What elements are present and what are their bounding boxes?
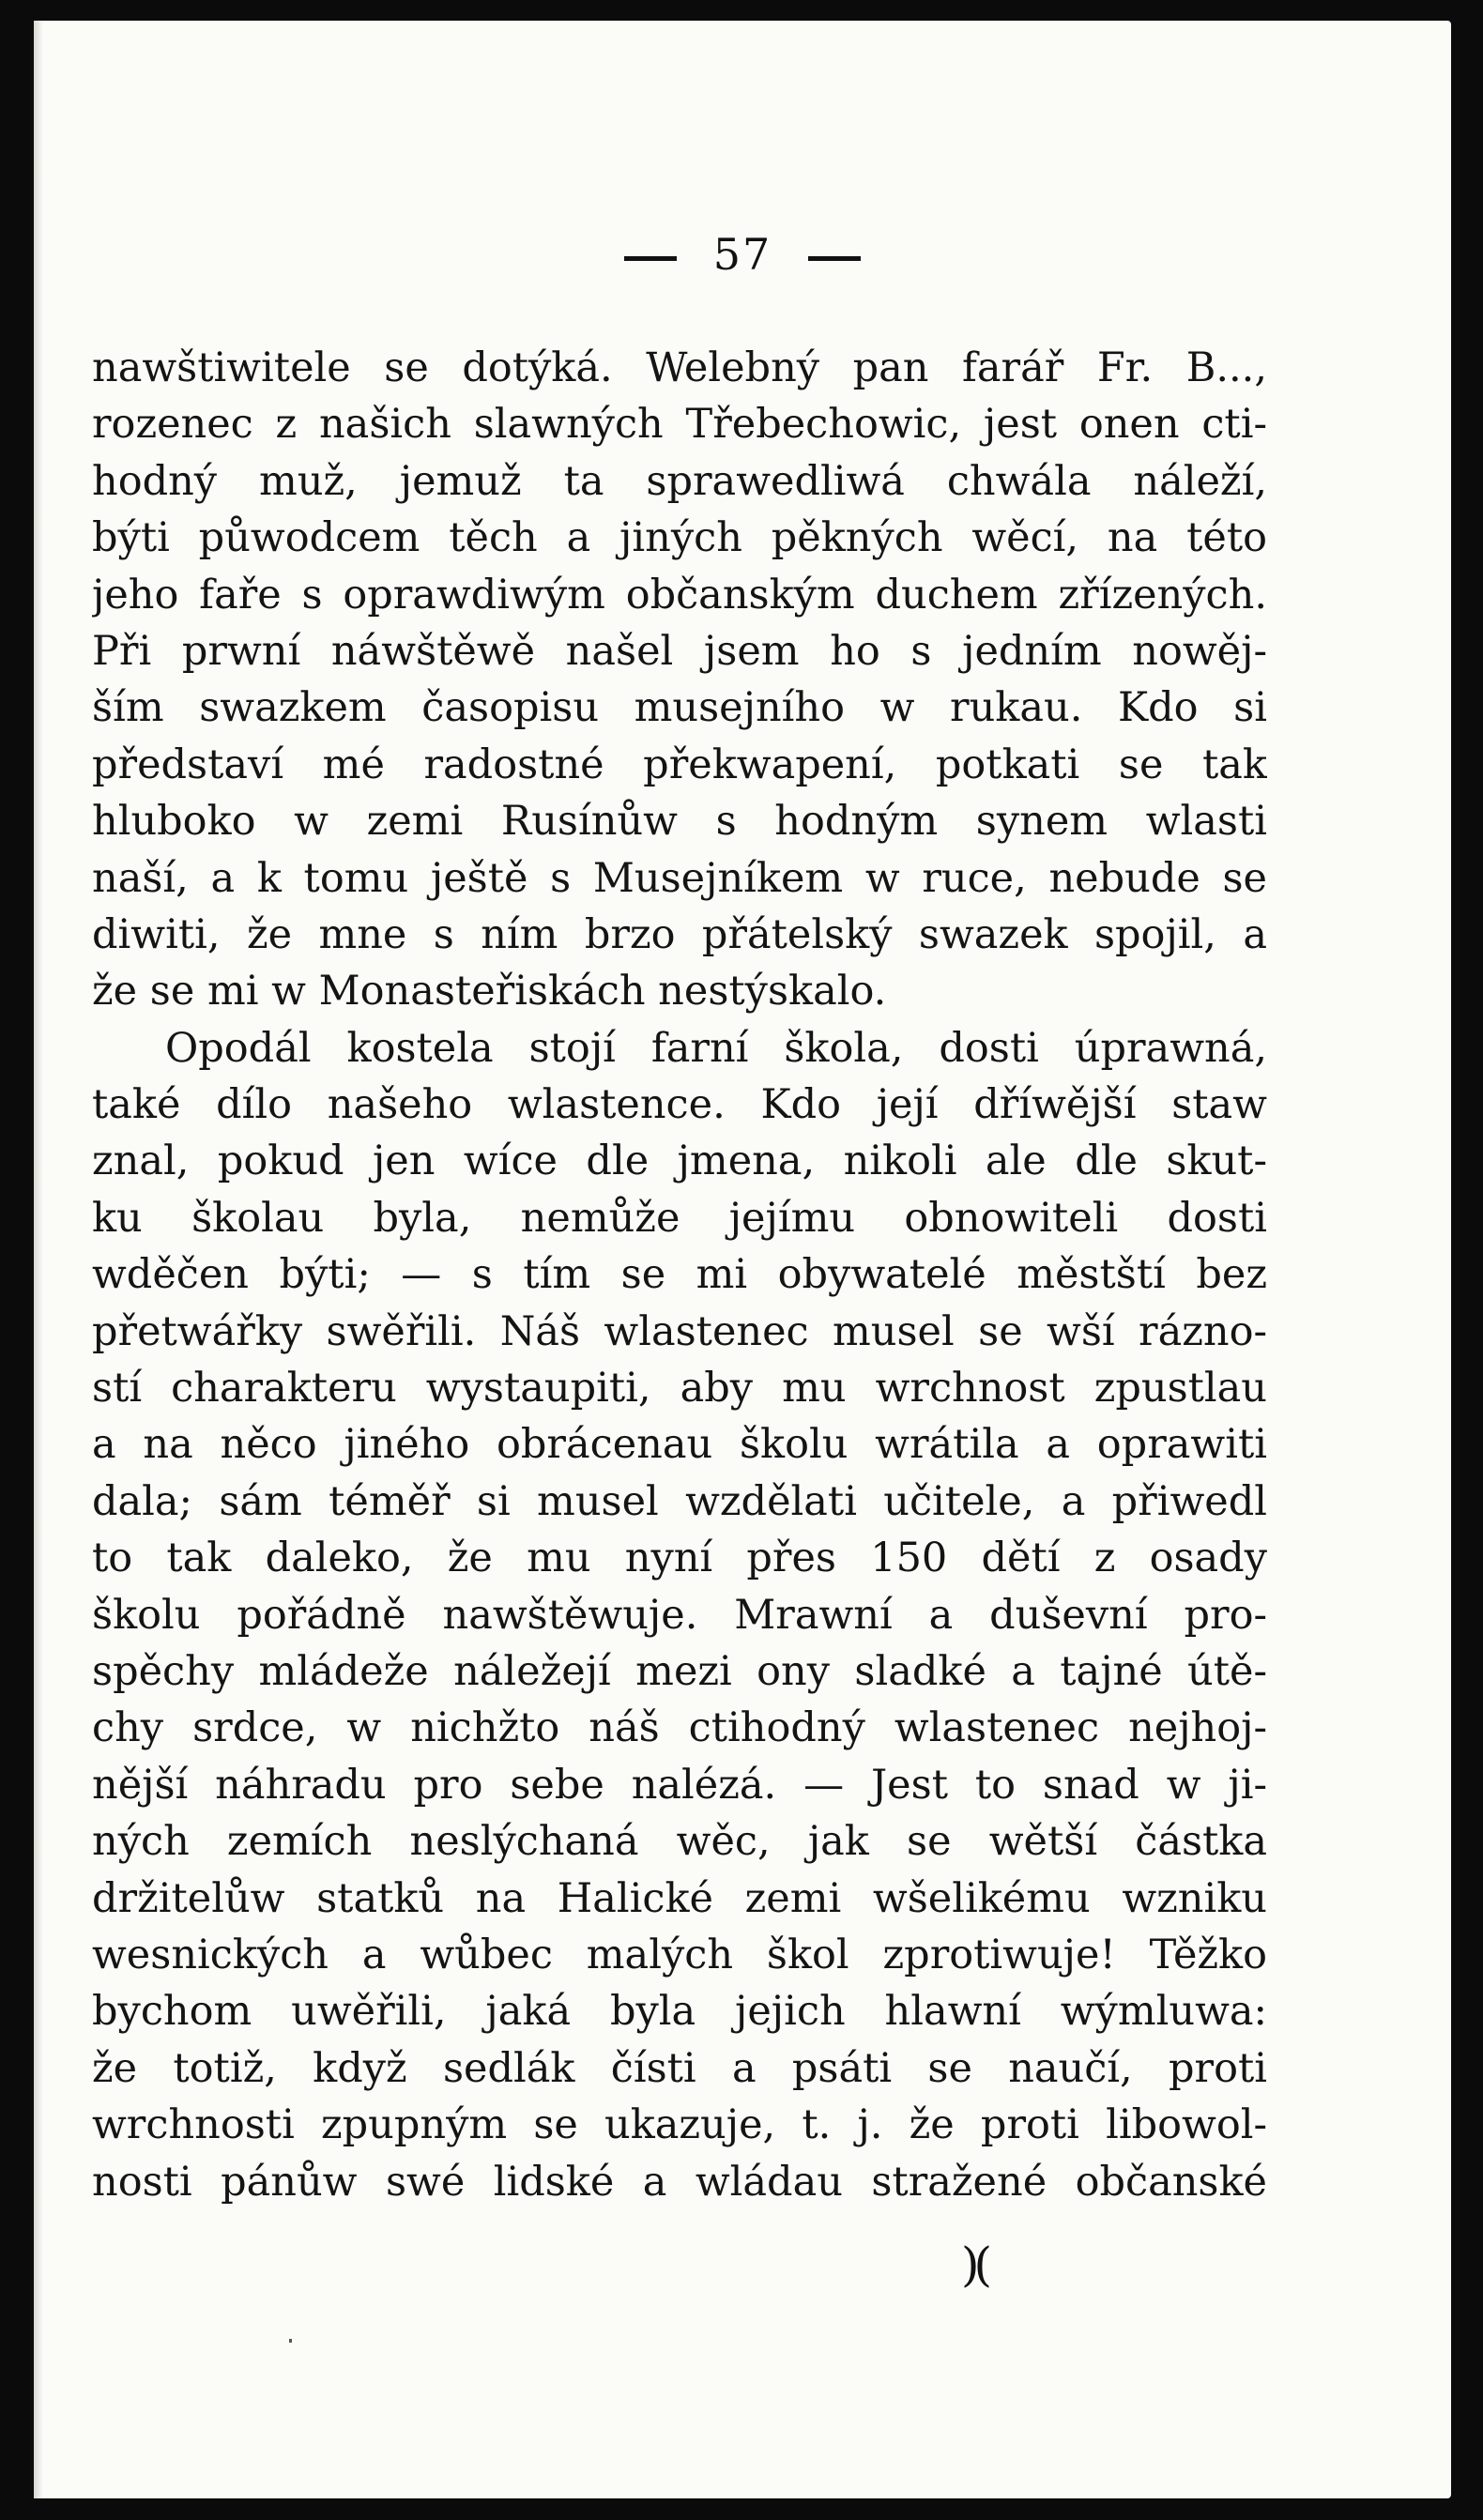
text-line: školu pořádně nawštěwuje. Mrawní a duševní pro- bbox=[92, 1591, 1267, 1639]
text-line: wrchnosti zpupným se ukazuje, t. j. že proti libowol- bbox=[92, 2101, 1267, 2149]
text-line: diwiti, že mne s ním brzo přátelský swazek spojil, a bbox=[92, 910, 1267, 958]
paper-speck bbox=[289, 2339, 292, 2343]
book-page bbox=[34, 21, 1451, 2498]
text-line: wesnických a wůbec malých škol zprotiwuje! Těžko bbox=[92, 1931, 1267, 1978]
text-line: nější náhradu pro sebe nalézá. — Jest to snad w ji- bbox=[92, 1761, 1267, 1809]
text-line: naší, a k tomu ještě s Musejníkem w ruce, nebude se bbox=[92, 854, 1267, 902]
text-line: Při prwní náwštěwě našel jsem ho s jedním nowěj- bbox=[92, 627, 1267, 675]
page-number-header bbox=[34, 229, 1451, 280]
paragraph-2 bbox=[92, 1020, 1267, 2210]
text-line: držitelůw statků na Halické zemi wšelikému wzniku bbox=[92, 1874, 1267, 1922]
header-dash-right bbox=[808, 256, 861, 261]
text-line: Opodál kostela stojí farní škola, dosti úprawná, bbox=[165, 1024, 1267, 1072]
text-line: že se mi w Monasteřiskách nestýskalo. bbox=[92, 968, 887, 1016]
text-line: rozenec z našich slawných Třebechowic, jest onen cti- bbox=[92, 401, 1267, 449]
page-edge-shadow bbox=[34, 21, 43, 2498]
text-line: spěchy mládeže náležejí mezi ony sladké a tajné útě- bbox=[92, 1647, 1267, 1695]
body-text bbox=[92, 340, 1267, 2210]
text-line: chy srdce, w nichžto náš ctihodný wlastenec nejhoj- bbox=[92, 1704, 1267, 1752]
text-line: hodný muž, jemuž ta sprawedliwá chwála náleží, bbox=[92, 457, 1267, 505]
text-line: nawštiwitele se dotýká. Welebný pan farář Fr. B..., bbox=[92, 344, 1267, 391]
signature-mark: )( bbox=[961, 2237, 987, 2292]
text-line: nosti pánůw swé lidské a wládau stražené občanské bbox=[92, 2158, 1267, 2206]
text-line: jeho faře s oprawdiwým občanským duchem zřízených. bbox=[92, 571, 1267, 619]
text-line: a na něco jiného obrácenau školu wrátila a oprawiti bbox=[92, 1421, 1267, 1469]
text-line: hluboko w zemi Rusínůw s hodným synem wlasti bbox=[92, 798, 1267, 846]
paragraph-1 bbox=[92, 340, 1267, 1020]
text-line: ných zemích neslýchaná wěc, jak se wětší částka bbox=[92, 1818, 1267, 1866]
text-line: ším swazkem časopisu musejního w rukau. Kdo si bbox=[92, 684, 1267, 732]
page-number: 57 bbox=[712, 229, 772, 280]
text-line: dala; sám téměř si musel wzdělati učitele, a přiwedl bbox=[92, 1477, 1267, 1525]
text-line: ku školau byla, nemůže jejímu obnowiteli dosti bbox=[92, 1194, 1267, 1242]
header-dash-left bbox=[624, 256, 677, 261]
text-line: přetwářky swěřili. Náš wlastenec musel se wší rázno- bbox=[92, 1307, 1267, 1355]
text-line: představí mé radostné překwapení, potkati se tak bbox=[92, 741, 1267, 788]
text-line: že totiž, když sedlák čísti a psáti se naučí, proti bbox=[92, 2044, 1267, 2092]
text-line: to tak daleko, že mu nyní přes 150 dětí z osady bbox=[92, 1535, 1267, 1582]
text-line: bychom uwěřili, jaká byla jejich hlawní wýmluwa: bbox=[92, 1988, 1267, 2036]
text-line: stí charakteru wystaupiti, aby mu wrchnost zpustlau bbox=[92, 1365, 1267, 1413]
text-line: wděčen býti; — s tím se mi obywatelé městští bez bbox=[92, 1251, 1267, 1299]
text-line: znal, pokud jen wíce dle jmena, nikoli ale dle skut- bbox=[92, 1138, 1267, 1185]
text-line: také dílo našeho wlastence. Kdo její dříwější staw bbox=[92, 1081, 1267, 1129]
text-line: býti půwodcem těch a jiných pěkných wěcí, na této bbox=[92, 514, 1267, 562]
